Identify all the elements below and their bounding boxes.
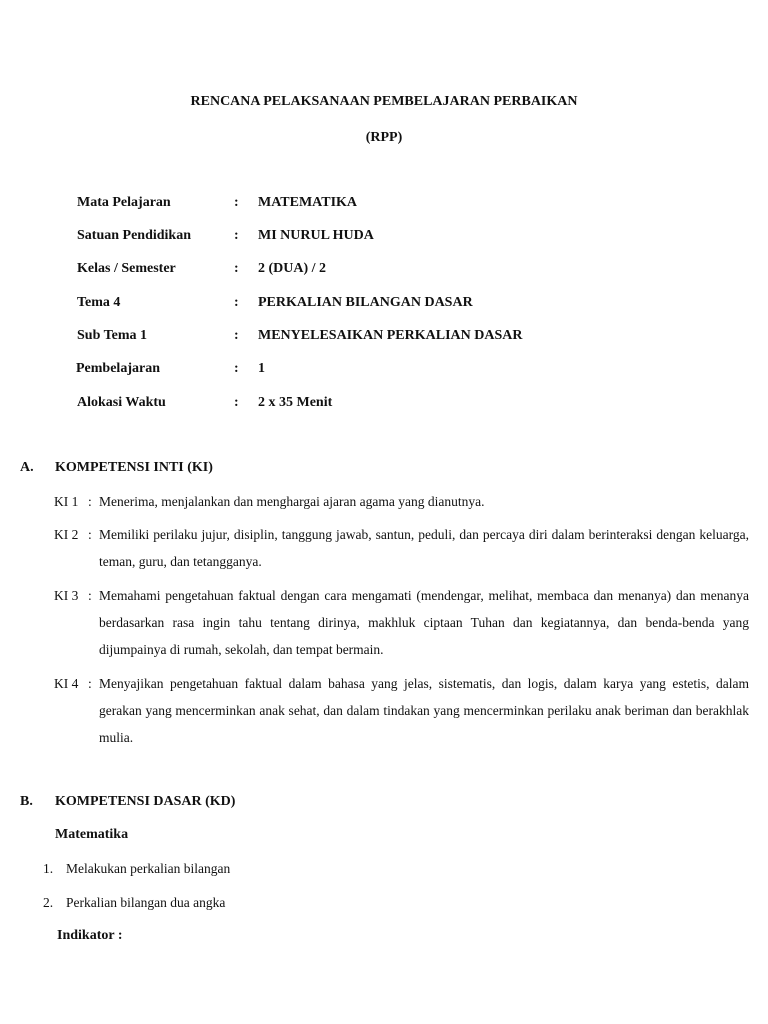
list-number: 1.: [43, 861, 54, 876]
ki-text: Memahami pengetahuan faktual dengan cara mengamati (mendengar, melihat, membaca dan menanya) dan menanya berdasarkan rasa ingin tahu tentang dirinya, makhluk ciptaan Tuhan dan kegiatannya, dan benda-benda yang dijumpainya di rumah, sekolah, dan tempat bermain.: [99, 588, 749, 657]
info-label: Sub Tema 1: [77, 328, 148, 343]
ki-text: Menyajikan pengetahuan faktual dalam bahasa yang jelas, sistematis, dan logis, dalam karya yang estetis, dalam gerakan yang mencerminkan anak sehat, dan dalam tindakan yang mencerminkan perilaku anak beriman dan berakhlak mulia.: [99, 676, 749, 745]
ki-text: Menerima, menjalankan dan menghargai ajaran agama yang dianutnya.: [99, 494, 485, 509]
info-label: Tema 4: [77, 295, 121, 310]
info-label: Mata Pelajaran: [77, 195, 171, 210]
info-colon: :: [234, 328, 239, 343]
ki-colon: :: [88, 676, 92, 691]
indicator-heading: Indikator :: [57, 928, 123, 943]
ki-text: Memiliki perilaku jujur, disiplin, tanggung jawab, santun, peduli, dan percaya diri dalam berinteraksi dengan keluarga, teman, guru, dan tetangganya.: [99, 527, 749, 569]
info-colon: :: [234, 295, 239, 310]
info-colon: :: [234, 228, 239, 243]
ki-colon: :: [88, 527, 92, 542]
info-value: 2 x 35 Menit: [258, 395, 333, 410]
info-colon: :: [234, 395, 239, 410]
ki-colon: :: [88, 588, 92, 603]
ki-label: KI 3: [54, 588, 79, 603]
info-label: Alokasi Waktu: [77, 395, 166, 410]
list-item: Perkalian bilangan dua angka: [66, 895, 226, 910]
document-subtitle: (RPP): [365, 130, 403, 145]
list-item: Melakukan perkalian bilangan: [66, 861, 231, 876]
list-number: 2.: [43, 895, 54, 910]
info-label: Kelas / Semester: [77, 261, 176, 276]
info-colon: :: [234, 261, 239, 276]
section-letter: A.: [20, 460, 34, 475]
ki-label: KI 2: [54, 527, 79, 542]
ki-colon: :: [88, 494, 92, 509]
info-value: 1: [258, 361, 265, 376]
info-colon: :: [234, 361, 239, 376]
info-value: PERKALIAN BILANGAN DASAR: [258, 295, 473, 310]
ki-label: KI 1: [54, 494, 79, 509]
info-colon: :: [234, 195, 239, 210]
section-title: KOMPETENSI INTI (KI): [55, 460, 213, 475]
info-value: MATEMATIKA: [258, 195, 358, 210]
info-label: Pembelajaran: [76, 361, 160, 376]
info-value: MI NURUL HUDA: [258, 228, 374, 243]
info-value: 2 (DUA) / 2: [258, 261, 327, 276]
subject-heading: Matematika: [55, 827, 129, 842]
section-letter: B.: [20, 794, 33, 809]
info-label: Satuan Pendidikan: [77, 228, 191, 243]
section-title: KOMPETENSI DASAR (KD): [55, 794, 236, 809]
ki-label: KI 4: [54, 676, 79, 691]
info-value: MENYELESAIKAN PERKALIAN DASAR: [258, 328, 523, 343]
document-title: RENCANA PELAKSANAAN PEMBELAJARAN PERBAIKAN: [190, 94, 578, 109]
